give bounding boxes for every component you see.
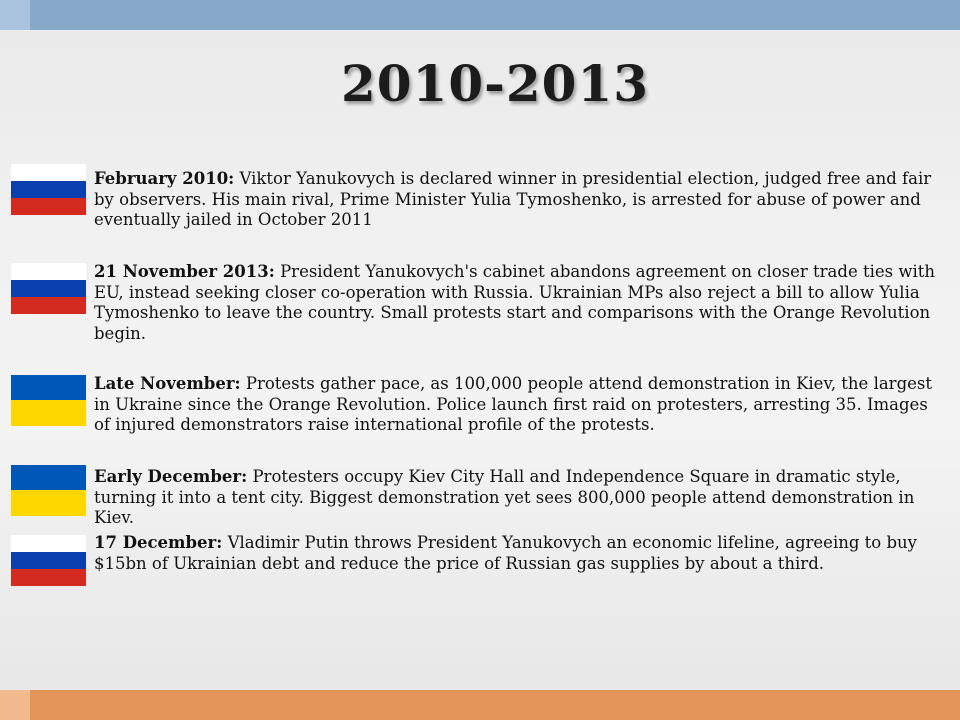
top-accent-block [0, 0, 30, 30]
russia-flag-icon [11, 164, 86, 215]
slide-title: 2010-2013 [340, 54, 650, 113]
entry-text: President Yanukovych's cabinet abandons agreement on closer trade ties with EU, instead seeking closer co-operation with Russia. Ukrainian MPs also reject a bill to allow Yulia Tymoshenko to leave the country. Small protests start and comparisons with the Orange Revolution begin. [94, 262, 935, 343]
bottom-banner-bar [30, 690, 960, 720]
timeline-entry-late-november [94, 374, 944, 436]
entry-date: Early December: [94, 467, 248, 486]
ukraine-flag-icon [11, 465, 86, 516]
entry-date: 21 November 2013: [94, 262, 275, 281]
timeline-entry-feb-2010 [94, 169, 944, 231]
russia-flag-icon [11, 263, 86, 314]
top-banner-bar [30, 0, 960, 30]
ukraine-flag-icon [11, 375, 86, 426]
entry-date: February 2010: [94, 169, 235, 188]
entry-date: Late November: [94, 374, 241, 393]
entry-date: 17 December: [94, 533, 223, 552]
entry-text: Protesters occupy Kiev City Hall and Independence Square in dramatic style, turning it into a tent city. Biggest demonstration yet sees 800,000 people attend demonstration in Kiev. [94, 467, 915, 527]
timeline-entry-early-december [94, 467, 944, 529]
timeline-entry-17-december [94, 533, 944, 574]
entry-text: Viktor Yanukovych is declared winner in presidential election, judged free and fair by observers. His main rival, Prime Minister Yulia Tymoshenko, is arrested for abuse of power and eventually jailed in October 2011 [94, 169, 932, 229]
timeline-entry-21-nov-2013 [94, 262, 944, 344]
russia-flag-icon [11, 535, 86, 586]
bottom-accent-block [0, 690, 30, 720]
entry-text: Protests gather pace, as 100,000 people attend demonstration in Kiev, the largest in Ukraine since the Orange Revolution. Police launch first raid on protesters, arresting 35. Images of injured demonstrators raise international profile of the protests. [94, 374, 932, 434]
entry-text: Vladimir Putin throws President Yanukovych an economic lifeline, agreeing to buy $15bn of Ukrainian debt and reduce the price of Russian gas supplies by about a third. [94, 533, 917, 573]
